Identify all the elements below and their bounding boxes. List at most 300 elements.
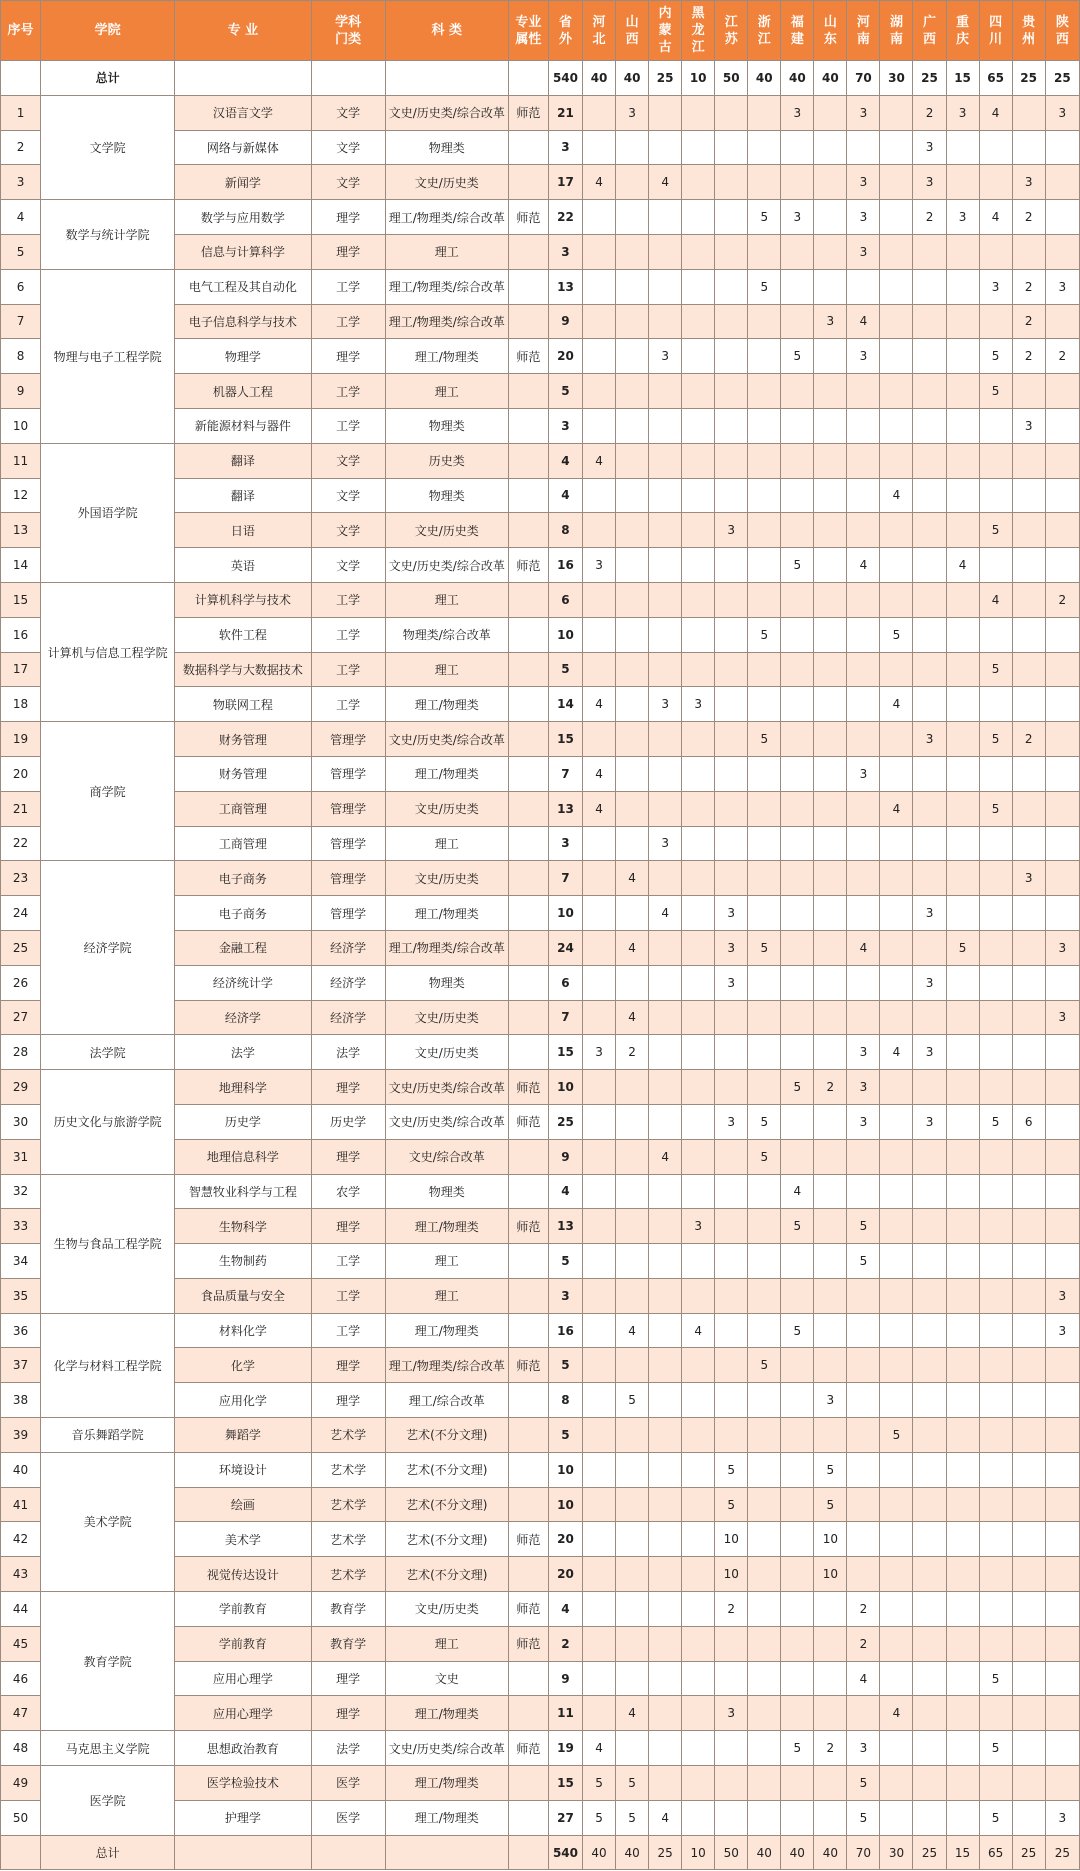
province-quota: [880, 1139, 913, 1174]
province-quota: [1012, 1209, 1045, 1244]
province-quota: [715, 617, 748, 652]
province-quota: [781, 1383, 814, 1418]
province-quota: [946, 1139, 979, 1174]
major-name: 金融工程: [175, 930, 311, 965]
province-quota: [913, 582, 946, 617]
province-quota: [847, 1278, 880, 1313]
province-quota: [682, 1731, 715, 1766]
province-quota: [649, 930, 682, 965]
province-quota: [814, 582, 847, 617]
province-quota: 2: [913, 200, 946, 235]
province-quota: [814, 930, 847, 965]
track: 文史/历史类: [385, 1000, 508, 1035]
province-quota: [1045, 1661, 1079, 1696]
summary-province-value: 25: [1045, 61, 1079, 96]
row-number: 24: [1, 896, 41, 931]
province-quota: [649, 1244, 682, 1279]
out-of-province-total: 7: [548, 1000, 582, 1035]
province-quota: [880, 269, 913, 304]
track: 文史/历史类/综合改革: [385, 1070, 508, 1105]
discipline: 工学: [311, 617, 385, 652]
major-name: 经济学: [175, 1000, 311, 1035]
province-quota: [649, 617, 682, 652]
summary-province-value: 65: [979, 61, 1012, 96]
province-quota: [814, 513, 847, 548]
province-quota: [946, 1487, 979, 1522]
province-quota: 5: [715, 1487, 748, 1522]
province-quota: 5: [979, 1800, 1012, 1835]
province-quota: [649, 791, 682, 826]
province-quota: [814, 443, 847, 478]
province-quota: [847, 269, 880, 304]
province-quota: [880, 1278, 913, 1313]
province-quota: [748, 1696, 781, 1731]
attribute: [508, 687, 548, 722]
footer-province-value: 70: [847, 1835, 880, 1870]
row-number: 42: [1, 1522, 41, 1557]
attribute: [508, 756, 548, 791]
province-quota: [649, 1104, 682, 1139]
attribute: [508, 408, 548, 443]
province-quota: [814, 1592, 847, 1627]
province-quota: [880, 1000, 913, 1035]
province-quota: 3: [616, 95, 649, 130]
track: 理工: [385, 234, 508, 269]
province-quota: 4: [583, 443, 616, 478]
table-row: [1, 582, 1080, 617]
province-quota: [1012, 756, 1045, 791]
province-quota: [649, 756, 682, 791]
attribute: [508, 965, 548, 1000]
major-name: 思想政治教育: [175, 1731, 311, 1766]
province-quota: [715, 652, 748, 687]
province-quota: 3: [715, 1104, 748, 1139]
track: 艺术(不分文理): [385, 1522, 508, 1557]
province-quota: 3: [1045, 95, 1079, 130]
row-number: 19: [1, 722, 41, 757]
table-row: [1, 861, 1080, 896]
province-quota: [682, 1139, 715, 1174]
province-quota: 4: [616, 930, 649, 965]
province-quota: [715, 1278, 748, 1313]
province-quota: [946, 1800, 979, 1835]
province-quota: [583, 1209, 616, 1244]
track: 理工/物理类/综合改革: [385, 269, 508, 304]
track: 历史类: [385, 443, 508, 478]
province-quota: [880, 930, 913, 965]
province-quota: 2: [847, 1626, 880, 1661]
major-name: 智慧牧业科学与工程: [175, 1174, 311, 1209]
province-quota: [649, 130, 682, 165]
province-quota: [1012, 1070, 1045, 1105]
province-quota: [583, 722, 616, 757]
college-name: 文学院: [41, 95, 175, 199]
province-quota: [715, 234, 748, 269]
province-quota: [715, 687, 748, 722]
province-quota: 5: [979, 513, 1012, 548]
province-quota: [880, 896, 913, 931]
summary-province-value: 40: [814, 61, 847, 96]
discipline: 理学: [311, 1696, 385, 1731]
province-quota: [715, 95, 748, 130]
province-quota: [847, 1452, 880, 1487]
province-quota: [814, 1626, 847, 1661]
province-quota: [616, 1244, 649, 1279]
province-quota: [583, 339, 616, 374]
province-quota: 5: [781, 339, 814, 374]
province-quota: [979, 1035, 1012, 1070]
row-number: 8: [1, 339, 41, 374]
province-quota: [913, 1278, 946, 1313]
header-province: 福 建: [781, 1, 814, 61]
track: 理工: [385, 582, 508, 617]
discipline: 管理学: [311, 791, 385, 826]
row-number: 23: [1, 861, 41, 896]
row-number: 12: [1, 478, 41, 513]
province-quota: [946, 234, 979, 269]
province-quota: [979, 1383, 1012, 1418]
out-of-province-total: 5: [548, 652, 582, 687]
track: 物理类: [385, 130, 508, 165]
province-quota: [814, 408, 847, 443]
province-quota: [715, 1313, 748, 1348]
province-quota: [913, 1418, 946, 1453]
province-quota: [616, 652, 649, 687]
province-quota: [946, 1731, 979, 1766]
summary-empty-cell: [508, 61, 548, 96]
province-quota: 4: [616, 1696, 649, 1731]
major-name: 学前教育: [175, 1592, 311, 1627]
attribute: [508, 652, 548, 687]
province-quota: [781, 1766, 814, 1801]
province-quota: [913, 1766, 946, 1801]
province-quota: [781, 1487, 814, 1522]
province-quota: [913, 687, 946, 722]
province-quota: [946, 1278, 979, 1313]
province-quota: 10: [715, 1522, 748, 1557]
province-quota: [1045, 1731, 1079, 1766]
province-quota: [979, 304, 1012, 339]
row-number: 41: [1, 1487, 41, 1522]
province-quota: 5: [946, 930, 979, 965]
out-of-province-total: 10: [548, 1452, 582, 1487]
table-row: [1, 1452, 1080, 1487]
province-quota: [616, 826, 649, 861]
province-quota: [583, 1522, 616, 1557]
province-quota: [1012, 1522, 1045, 1557]
major-name: 计算机科学与技术: [175, 582, 311, 617]
province-quota: 3: [913, 896, 946, 931]
discipline: 教育学: [311, 1592, 385, 1627]
track: 文史/历史类/综合改革: [385, 1731, 508, 1766]
out-of-province-total: 20: [548, 1557, 582, 1592]
province-quota: 4: [583, 687, 616, 722]
track: 文史/历史类: [385, 1035, 508, 1070]
province-quota: 5: [979, 652, 1012, 687]
province-quota: [583, 1487, 616, 1522]
province-quota: [880, 652, 913, 687]
row-number: 28: [1, 1035, 41, 1070]
province-quota: [913, 826, 946, 861]
major-name: 绘画: [175, 1487, 311, 1522]
province-quota: [979, 130, 1012, 165]
out-of-province-total: 8: [548, 513, 582, 548]
header-province: 江 苏: [715, 1, 748, 61]
college-name: 数学与统计学院: [41, 200, 175, 270]
province-quota: 5: [847, 1209, 880, 1244]
province-quota: [781, 1000, 814, 1035]
province-quota: 4: [649, 1800, 682, 1835]
province-quota: [946, 408, 979, 443]
province-quota: [715, 443, 748, 478]
province-quota: [1012, 1139, 1045, 1174]
province-quota: [1045, 1209, 1079, 1244]
province-quota: 4: [979, 582, 1012, 617]
footer-province-value: 25: [913, 1835, 946, 1870]
province-quota: [913, 339, 946, 374]
province-quota: [715, 1800, 748, 1835]
province-quota: [913, 791, 946, 826]
province-quota: [979, 1487, 1012, 1522]
province-quota: [946, 1383, 979, 1418]
province-quota: [748, 896, 781, 931]
province-quota: [847, 896, 880, 931]
province-quota: 3: [913, 130, 946, 165]
province-quota: [616, 1557, 649, 1592]
track: 文史/历史类/综合改革: [385, 548, 508, 583]
province-quota: [616, 408, 649, 443]
province-quota: [781, 965, 814, 1000]
province-quota: [781, 234, 814, 269]
discipline: 管理学: [311, 826, 385, 861]
province-quota: [748, 95, 781, 130]
province-quota: [748, 548, 781, 583]
province-quota: 5: [781, 548, 814, 583]
province-quota: 3: [781, 200, 814, 235]
province-quota: [946, 1244, 979, 1279]
province-quota: 5: [781, 1209, 814, 1244]
discipline: 教育学: [311, 1626, 385, 1661]
province-quota: 3: [1012, 408, 1045, 443]
province-quota: 4: [583, 1731, 616, 1766]
province-quota: [1012, 687, 1045, 722]
discipline: 艺术学: [311, 1522, 385, 1557]
discipline: 医学: [311, 1800, 385, 1835]
province-quota: [715, 374, 748, 409]
track: 理工/物理类: [385, 1209, 508, 1244]
track: 理工/物理类: [385, 896, 508, 931]
province-quota: [649, 95, 682, 130]
province-quota: [979, 1418, 1012, 1453]
out-of-province-total: 13: [548, 1209, 582, 1244]
province-quota: [1012, 130, 1045, 165]
major-name: 电子商务: [175, 861, 311, 896]
province-quota: [715, 1731, 748, 1766]
attribute: [508, 617, 548, 652]
province-quota: [616, 722, 649, 757]
province-quota: [715, 269, 748, 304]
province-quota: [1045, 1174, 1079, 1209]
province-quota: [583, 1592, 616, 1627]
province-quota: [781, 1104, 814, 1139]
province-quota: [814, 791, 847, 826]
discipline: 工学: [311, 1244, 385, 1279]
province-quota: [847, 1487, 880, 1522]
province-quota: [1012, 930, 1045, 965]
major-name: 电气工程及其自动化: [175, 269, 311, 304]
summary-label: 总计: [41, 61, 175, 96]
college-name: 外国语学院: [41, 443, 175, 582]
province-quota: [583, 1313, 616, 1348]
province-quota: [814, 965, 847, 1000]
province-quota: 5: [814, 1487, 847, 1522]
province-quota: [847, 1000, 880, 1035]
province-quota: [616, 965, 649, 1000]
province-quota: [682, 1418, 715, 1453]
row-number: 3: [1, 165, 41, 200]
province-quota: [979, 896, 1012, 931]
discipline: 艺术学: [311, 1452, 385, 1487]
province-quota: [946, 722, 979, 757]
province-quota: [979, 443, 1012, 478]
province-quota: [781, 374, 814, 409]
header-province: 河 南: [847, 1, 880, 61]
footer-province-value: 40: [748, 1835, 781, 1870]
attribute: [508, 1139, 548, 1174]
province-quota: [682, 95, 715, 130]
row-number: 31: [1, 1139, 41, 1174]
province-quota: [880, 1070, 913, 1105]
row-number: 10: [1, 408, 41, 443]
province-quota: [1012, 1557, 1045, 1592]
province-quota: [979, 1766, 1012, 1801]
row-number: 7: [1, 304, 41, 339]
province-quota: [880, 200, 913, 235]
major-name: 工商管理: [175, 826, 311, 861]
province-quota: [913, 1348, 946, 1383]
track: 文史/历史类: [385, 791, 508, 826]
attribute: 师范: [508, 1522, 548, 1557]
province-quota: [682, 1348, 715, 1383]
province-quota: [847, 1522, 880, 1557]
province-quota: [814, 1000, 847, 1035]
province-quota: [1012, 1174, 1045, 1209]
province-quota: [979, 617, 1012, 652]
major-name: 数学与应用数学: [175, 200, 311, 235]
province-quota: [616, 896, 649, 931]
out-of-province-total: 5: [548, 374, 582, 409]
row-number: 20: [1, 756, 41, 791]
province-quota: [748, 826, 781, 861]
province-quota: 2: [1045, 339, 1079, 374]
major-name: 汉语言文学: [175, 95, 311, 130]
province-quota: 3: [946, 200, 979, 235]
province-quota: [682, 756, 715, 791]
footer-province-value: 25: [1045, 1835, 1079, 1870]
province-quota: [748, 304, 781, 339]
province-quota: 5: [748, 1348, 781, 1383]
college-name: 音乐舞蹈学院: [41, 1418, 175, 1453]
province-quota: [880, 1174, 913, 1209]
major-name: 美术学: [175, 1522, 311, 1557]
province-quota: [748, 1592, 781, 1627]
province-quota: [913, 1209, 946, 1244]
province-quota: [913, 1452, 946, 1487]
province-quota: [979, 826, 1012, 861]
discipline: 艺术学: [311, 1418, 385, 1453]
summary-total: 540: [548, 61, 582, 96]
province-quota: [847, 1557, 880, 1592]
province-quota: [649, 234, 682, 269]
province-quota: [682, 1661, 715, 1696]
province-quota: 5: [748, 722, 781, 757]
row-number: 44: [1, 1592, 41, 1627]
major-name: 电子商务: [175, 896, 311, 931]
province-quota: [583, 617, 616, 652]
province-quota: 2: [715, 1592, 748, 1627]
province-quota: [748, 478, 781, 513]
attribute: [508, 896, 548, 931]
row-number: 43: [1, 1557, 41, 1592]
attribute: [508, 861, 548, 896]
province-quota: [583, 408, 616, 443]
attribute: [508, 374, 548, 409]
track: 理工: [385, 374, 508, 409]
province-quota: [715, 1139, 748, 1174]
row-number: 29: [1, 1070, 41, 1105]
province-quota: [814, 234, 847, 269]
province-quota: [1045, 130, 1079, 165]
province-quota: 5: [979, 1661, 1012, 1696]
province-quota: [781, 269, 814, 304]
province-quota: 5: [880, 1418, 913, 1453]
province-quota: [748, 1418, 781, 1453]
province-quota: [781, 756, 814, 791]
province-quota: 5: [748, 1104, 781, 1139]
header-province: 山 东: [814, 1, 847, 61]
track: 物理类: [385, 478, 508, 513]
province-quota: 2: [1012, 722, 1045, 757]
track: 艺术(不分文理): [385, 1557, 508, 1592]
province-quota: [913, 234, 946, 269]
province-quota: [1012, 826, 1045, 861]
attribute: 师范: [508, 1626, 548, 1661]
footer-province-value: 15: [946, 1835, 979, 1870]
province-quota: [946, 304, 979, 339]
province-quota: [979, 1244, 1012, 1279]
province-quota: [649, 1487, 682, 1522]
province-quota: [583, 1348, 616, 1383]
major-name: 学前教育: [175, 1626, 311, 1661]
province-quota: [847, 965, 880, 1000]
province-quota: [1045, 1383, 1079, 1418]
province-quota: [682, 1000, 715, 1035]
province-quota: 3: [1012, 861, 1045, 896]
row-number: 38: [1, 1383, 41, 1418]
province-quota: 5: [748, 1139, 781, 1174]
province-quota: [1012, 652, 1045, 687]
province-quota: [748, 1244, 781, 1279]
province-quota: [682, 965, 715, 1000]
province-quota: [682, 443, 715, 478]
discipline: 工学: [311, 408, 385, 443]
province-quota: [946, 443, 979, 478]
province-quota: [847, 513, 880, 548]
province-quota: [814, 1104, 847, 1139]
province-quota: 10: [814, 1522, 847, 1557]
province-quota: [715, 339, 748, 374]
province-quota: [946, 861, 979, 896]
